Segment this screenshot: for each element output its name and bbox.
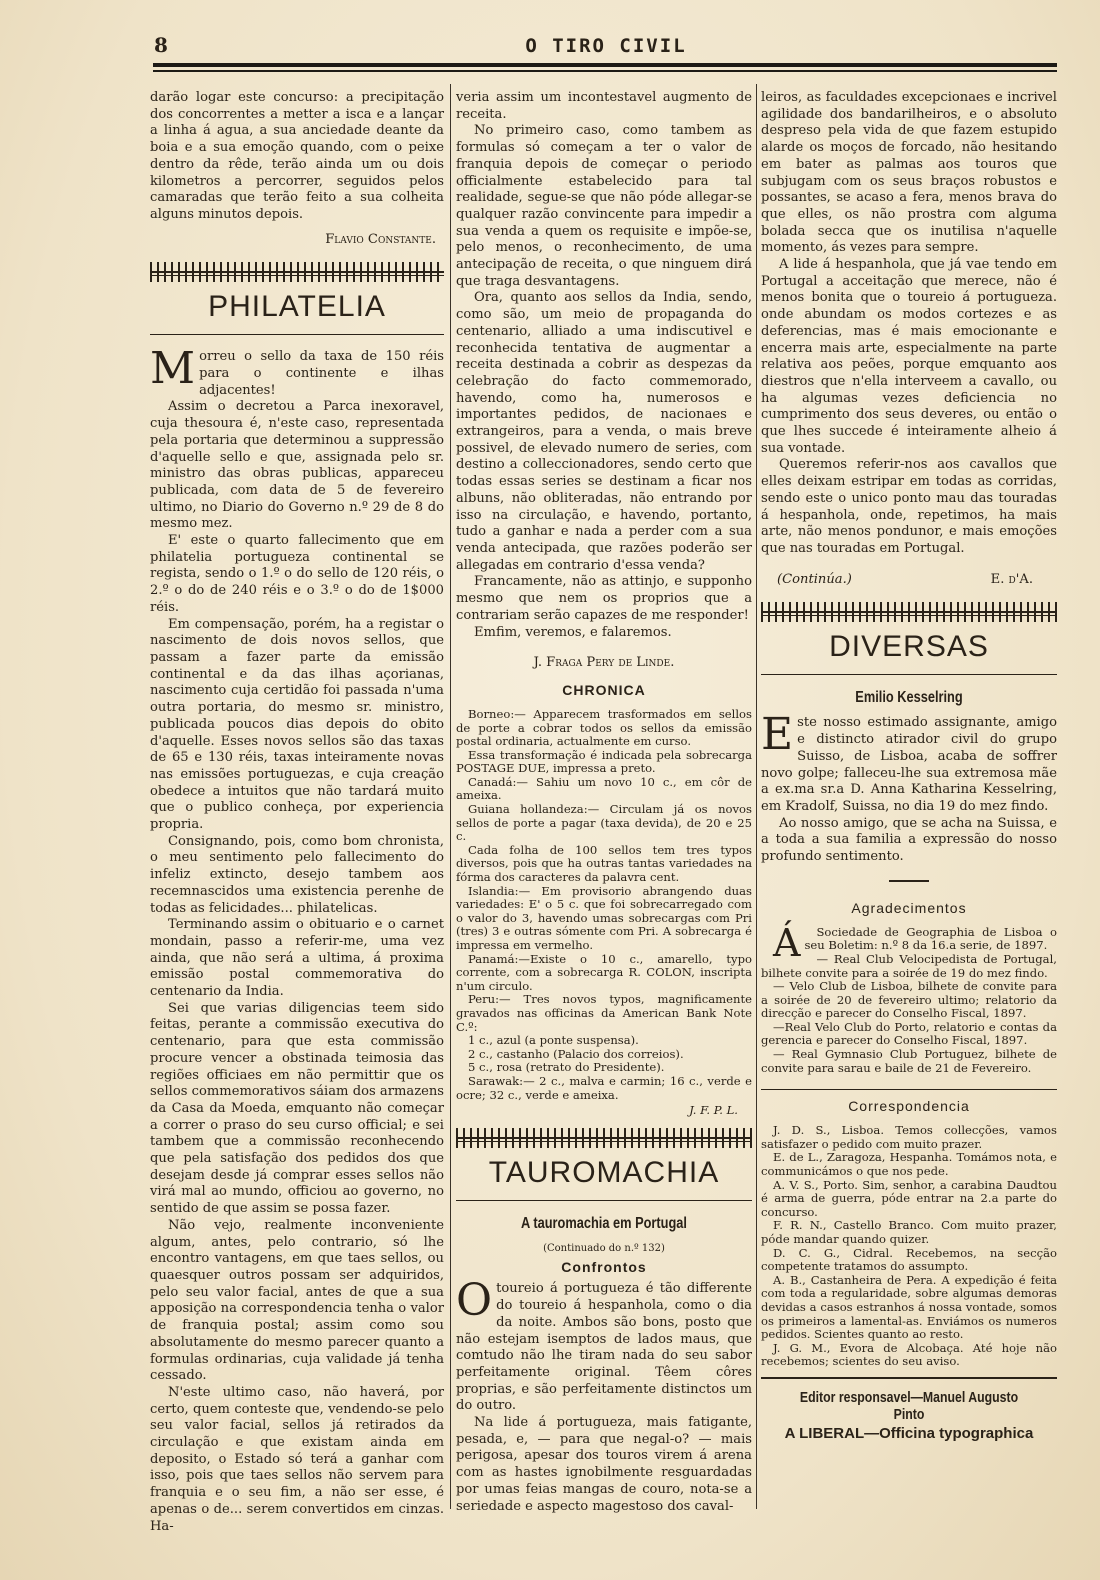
short-divider [889, 880, 929, 882]
section-title: DIVERSAS [829, 630, 989, 664]
correspondencia-body [761, 1124, 1057, 1369]
divider [761, 674, 1057, 675]
correspondencia-item: J. G. M., Evora de Alcobaça. Até hoje não recebemos; scientes do seu aviso. [761, 1340, 1057, 1369]
chronica-title: CHRONICA [562, 681, 646, 698]
chronica-body [456, 708, 752, 1118]
chronica-item: 2 c., castanho (Palacio dos correios). [468, 1046, 684, 1061]
paragraph: E' este o quarto fallecimento que em philatelia portugueza continental se regista, sendo o 1.º o do sello de 120 réis, o 2.º o do de 240 réis e o 3.º o do de 1$000 réis. [150, 533, 444, 615]
drop-cap: Á [773, 920, 801, 965]
page-header [150, 33, 1062, 57]
divider [761, 1377, 1057, 1379]
paragraph: Na lide á portugueza, mais fatigante, pesada, e, — para que negal-o? — mais perigosa, apesar dos touros virem á arena com as hastes ignobilmente resguardadas por umas feias mangas de couro, nota-se a seriedade e aspecto magestoso dos caval- [456, 1415, 752, 1514]
column-separator [756, 84, 757, 1509]
lead-text: toureio á portugueza é tão differente do toureio á hespanhola, como o dia da noite. Ambos são bons, posto que não estejam isemptos de lados maus, que comtudo não lhe tiram nada do seu sabor perfeitamente original. Têem côres proprias, e são perfeitamente distinctos um do outro. [456, 1281, 752, 1414]
chronica-item: Islandia:— Em provisorio abrangendo duas variedades: E' o 5 c. que foi sobrecarregado com o valor do 3, havendo umas sobrecargas com Pri (tres) 3 e outras sómente com Pri. A sobrecarga é impressa em vermelho. [456, 883, 752, 952]
paragraph: leiros, as faculdades excepcionaes e incrivel agilidade dos bandarilheiros, e o absoluto despreso pela vida de que fazem estupido alarde os moços de forcado, não hesitando em bater as palmas aos touros que subjugam com os seus braços robustos e possantes, se acaso a fera, menos brava do que elles, os não prostra com alguma bolada secca que os inutilisa n'aquelle momento, ás vezes para sempre. [761, 90, 1057, 256]
drop-cap: M [150, 343, 196, 395]
column-2 [456, 90, 752, 1520]
paragraph: Ao nosso amigo, que se acha na Suissa, e a toda a sua familia a expressão do nosso profundo sentimento. [761, 815, 1057, 865]
correspondencia-item: A. V. S., Porto. Sim, senhor, a carabina Daudtou é arma de guerra, póde entrar na 2.a parte do concurso. [761, 1177, 1057, 1219]
paragraph: Queremos referir-nos aos cavallos que elles deixam estripar em todas as corridas, sendo este o unico ponto mau das touradas á hespanhola, onde, repetimos, ha mais arte, não menos pondunor, e mais emoções que nas touradas em Portugal. [761, 457, 1057, 556]
paragraph: N'este ultimo caso, não haverá, por certo, quem conteste que, vendendo-se pelo seu valor facial, sellos já retirados da circulação e que existam ainda em deposito, o Estado só terá a ganhar com isso, pois que taes sellos não servem para franquia e o seu fim, a não ser esse, é apenas o de... serem convertidos em cinzas. Ha- [150, 1384, 444, 1534]
lead-paragraph [456, 1275, 752, 1415]
author-signature: E. d'A. [990, 571, 1033, 587]
author-signature: J. Fraga Pery de Linde. [533, 655, 675, 671]
agradecimentos-title: Agradecimentos [851, 899, 967, 916]
ornament-divider [761, 602, 1057, 622]
agradecimento-text: Sociedade de Geographia de Lisboa o seu Boletim: n.º 8 da 16.a serie, de 1897. [804, 924, 1057, 953]
paragraph: Ora, quanto aos sellos da India, sendo, como são, um meio de propaganda do centenario, alliado a uma indiscutivel e reconhecida tentativa de augmentar a receita destinada a cobrir as despezas da celebração do facto commemorado, havendo, como ha, numerosos e importantes pedidos, de nacionaes e extrangeiros, para a venda, o mais breve possivel, de elevado numero de series, com destino a colleccionadores, sendo certo que todas essas series se destinam a ficar nos albuns, não obliteradas, não entrando por isso na circulação, e havendo, portanto, tudo a ganhar e nada a perder com a sua venda antecipada, que razões poderão ser allegadas em contrario d'essa venda? [456, 290, 752, 573]
printer-line: A LIBERAL—Officina typographica [784, 1424, 1034, 1442]
ornament-divider [150, 262, 444, 282]
chronica-item: 5 c., rosa (retrato do Presidente). [468, 1060, 665, 1075]
continued-line [777, 572, 1033, 589]
paragraph: Emfim, veremos, e falaremos. [474, 624, 672, 640]
lead-text: orreu o sello da taxa de 150 réis para o continente e ilhas adjacentes! [199, 349, 444, 398]
intro-paragraph: darão logar este concurso: a precipitação dos concorrentes a metter a isca e a lançar a linha á agua, a sua anciedade deante da boia e a sua emoção quando, com o peixe dentro da rêde, terão ainda um ou dois kilometros a percorrer, seguidos pelos camaradas que terão feito a sua colheita alguns minutos depois. [150, 90, 444, 222]
correspondencia-item: D. C. G., Cidral. Recebemos, na secção competente tratamos do assumpto. [761, 1245, 1057, 1274]
article-subtitle: Confrontos [561, 1259, 647, 1276]
correspondencia-item: F. R. N., Castello Branco. Com muito prazer, póde mandar quando quizer. [761, 1218, 1057, 1246]
paragraph: Em compensação, porém, ha a registar o nascimento de dois novos sellos, que passam a fazer parte da emissão continental e da das ilhas açorianas, nascimento cuja certidão foi passada n'uma outra portaria, do mesmo sr. ministro, publicada poucos dias depois do obito d'aquelle. Esses novos sellos são das taxas de 65 e 130 réis, taxas inteiramente novas nas emissões portuguezas, e cuja creação obedece a intuitos que não tardará muito que o publico conheça, por experiencia propria. [150, 616, 444, 833]
column-separator [450, 84, 451, 1509]
agradecimentos-body [761, 920, 1057, 1076]
chronica-item: Guiana hollandeza:— Circulam já os novos sellos de porte a pagar (taxa devida), de 20 e 25 c. [456, 802, 752, 844]
column-3 [761, 90, 1057, 1520]
header-rule-thin [153, 70, 1057, 72]
section-title: TAUROMACHIA [488, 1155, 720, 1189]
divider [150, 334, 444, 335]
chronica-item: 1 c., azul (a ponte suspensa). [468, 1033, 639, 1048]
paragraph: No primeiro caso, como tambem as formulas só começam a ter o valor de franquia depois de começar o periodo officialmente estabelecido para tal realidade, segue-se que não póde allegar-se qualquer razão convincente para impedir a sua venda a quem os requisite e impõe-se, pelo menos, o reconhecimento, de uma antecipação de receita, o que ninguem dirá que traga desvantagens. [456, 123, 752, 289]
agradecimento-item: — Velo Club de Lisboa, bilhete de convite para a soirée de 20 de fevereiro ultimo; relatorio da direcção e parecer do Conselho Fiscal, 1897. [761, 979, 1057, 1021]
agradecimento-item [761, 920, 1057, 965]
header-rule [153, 63, 1057, 67]
section-title: PHILATELIA [208, 290, 386, 324]
paragraph: Sei que varias diligencias teem sido feitas, perante a commissão executiva do centenario, para que esta commissão procure vencer a obstinada teimosia das regiões officiaes em não permittir que os sellos commemorativos sáiam dos armazens da Casa da Moeda, emquanto não começar a correr o praso do seu curso official; e sei tambem que a commissão reconhecendo que pela satisfação dos pedidos dos que desejam desde já comprar esses sellos não virá mal ao mundo, officiou ao governo, no sentido de que assim se possa fazer. [150, 1000, 444, 1217]
correspondencia-item: E. de L., Zaragoza, Hespanha. Tomámos nota, e communicámos o que nos pede. [761, 1150, 1057, 1179]
divider [456, 1200, 752, 1201]
page-number: 8 [154, 33, 168, 57]
ornament-divider [456, 1128, 752, 1148]
drop-cap: O [456, 1275, 493, 1327]
chronica-item: Canadá:— Sahiu um novo 10 c., em côr de ameixa. [456, 774, 752, 803]
lead-paragraph [150, 343, 444, 399]
paragraph: veria assim um incontestavel augmento de receita. [456, 90, 752, 122]
lead-paragraph [761, 709, 1057, 815]
chronica-item: Borneo:— Apparecem trasformados em sellos de porte a cobrar todos os sellos da emissão postal ordinaria, actualmente em curso. [456, 706, 752, 749]
correspondencia-item: A. B., Castanheira de Pera. A expedição é feita com toda a regularidade, sobre algumas demoras devidas a casos estranhos á nossa vontade, somos os primeiros a lamental-as. Enviámos os numeros pedidos. Scientes quanto ao resto. [761, 1272, 1057, 1342]
chronica-item: Cada folha de 100 sellos tem tres typos diversos, pois que ha outras tantas variedades na fórma dos caracteres da palavra cent. [456, 842, 752, 885]
paragraph: Francamente, não as attinjo, e supponho mesmo que nem os proprios que a contrariam serão capazes de me responder! [456, 574, 752, 623]
paragraph: A lide á hespanhola, que já vae tendo em Portugal a acceitação que merece, não é menos bonita que o toureio á portugueza. onde abundam os modos cortezes e as deferencias, mas é mais emocionante e encerra mais arte, especialmente na parte relativa aos peões, porque emquanto aos diestros que n'ella interveem a cavallo, ou ha algumas vezes deficiencia no cumprimento dos seus deveres, ou então o que lhes succede é inteiramente alheio á sua vontade. [761, 257, 1057, 456]
drop-cap: E [761, 709, 794, 761]
agradecimento-item: — Real Gymnasio Club Portuguez, bilhete de convite para sarau e baile de 21 de Fevereiro. [761, 1047, 1057, 1075]
newspaper-title: O TIRO CIVIL [525, 35, 687, 57]
article-title: A tauromachia em Portugal [521, 1214, 687, 1232]
correspondencia-item: J. D. S., Lisboa. Temos collecções, vamos satisfazer o pedido com muito prazer. [761, 1123, 1057, 1151]
chronica-signature: J. F. P. L. [689, 1103, 738, 1118]
continued-label: (Continúa.) [777, 571, 852, 587]
chronica-item: Sarawak:— 2 c., malva e carmin; 16 c., verde e ocre; 32 c., verde e ameixa. [456, 1073, 752, 1102]
paragraph: Consignando, pois, como bom chronista, o meu sentimento pelo fallecimento do infeliz extincto, desejo tambem aos recemnascidos uma existencia perenhe de todas as felicidades... philatelicas. [150, 833, 444, 916]
agradecimento-item: —Real Velo Club do Porto, relatorio e contas da gerencia e parecer do Conselho Fiscal, 1897. [761, 1019, 1057, 1048]
chronica-item: Panamá:—Existe o 10 c., amarello, typo corrente, com a sobrecarga R. COLON, inscripta n'um circulo. [456, 951, 752, 993]
paragraph: Assim o decretou a Parca inexoravel, cuja thesoura é, n'este caso, representada pela portaria que determinou a suppressão d'aquelle sello e que, assignada pelo sr. ministro das obras publicas, appareceu publicada, com data de 5 de fevereiro ultimo, no Diario do Governo n.º 29 de 8 do mesmo mez. [150, 399, 444, 532]
chronica-item: Essa transformação é indicada pela sobrecarga POSTAGE DUE, impressa a preto. [456, 747, 752, 776]
divider [761, 1089, 1057, 1090]
paragraph: Não vejo, realmente inconveniente algum, antes, pelo contrario, só lhe encontro vantagens, em que taes sellos, ou quaesquer outros possam ser adquiridos, pelo seu valor facial, antes de que a sua apposição na correspondencia tenha o valor de franquia postal; assim como sou absolutamente do mesmo parecer quanto a formulas ordinarias, cuja validade já tenha cessado. [150, 1217, 444, 1384]
editor-line: Editor responsavel—Manuel Augusto Pinto [799, 1388, 1019, 1423]
chronica-item: Peru:— Tres novos typos, magnificamente gravados nas officinas da American Bank Note C.º: [456, 992, 752, 1034]
paragraph: Terminando assim o obituario e o carnet mondain, passo a referir-me, uma vez ainda, que não será a ultima, á proxima emissão postal commemorativa do centenario da India. [150, 917, 444, 1000]
lead-text: ste nosso estimado assignante, amigo e distincto atirador civil do grupo Suisso, de Lisboa, acaba de soffrer novo golpe; falleceu-lhe sua extremosa mãe a ex.ma sr.a D. Anna Katharina Kesselring, em Kradolf, Suissa, no dia 19 do mez findo. [761, 715, 1057, 814]
agradecimento-item: — Real Club Velocipedista de Portugal, bilhete convite para a soirée de 19 do mez findo. [761, 951, 1057, 980]
column-1 [150, 90, 444, 1534]
correspondencia-title: Correspondencia [848, 1098, 970, 1115]
author-signature: Flavio Constante. [325, 231, 436, 247]
continued-note: (Continuado do n.º 132) [543, 1242, 665, 1254]
notice-title: Emilio Kesselring [855, 689, 963, 707]
